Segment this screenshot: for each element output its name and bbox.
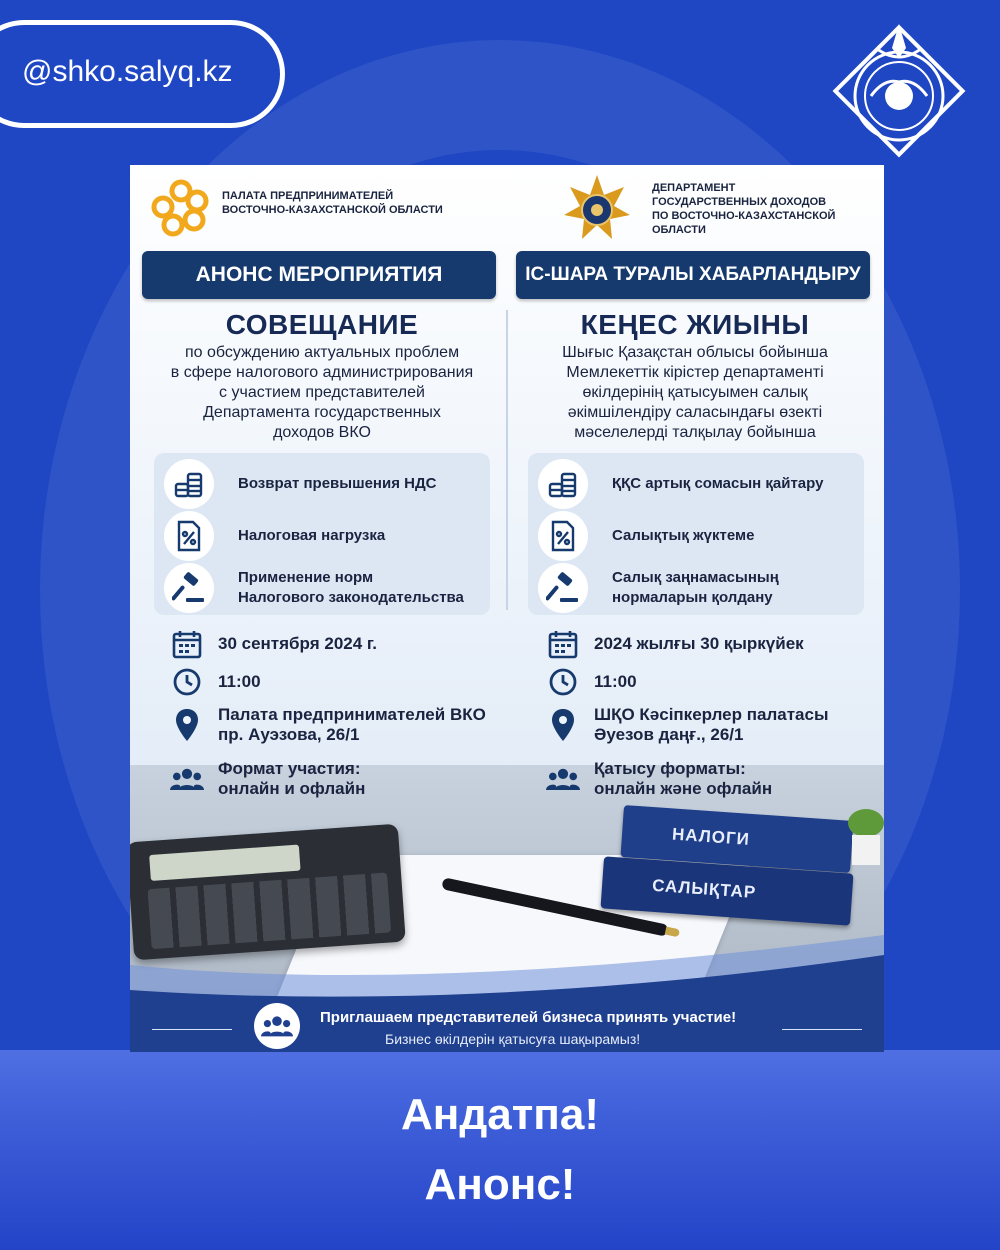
clock-icon xyxy=(546,665,580,699)
ru-topic-text: Налоговая нагрузка xyxy=(238,527,386,544)
kz-desc-line: Шығыс Қазақстан облысы бойынша xyxy=(562,344,828,361)
ru-announcement-banner: АНОНС МЕРОПРИЯТИЯ xyxy=(142,251,496,299)
ru-desc-line: с участием представителей xyxy=(219,384,425,401)
kz-topic-text-line2: нормаларын қолдану xyxy=(612,589,773,606)
state-revenue-committee-emblem xyxy=(826,18,972,164)
invite-left-line xyxy=(152,1029,232,1030)
ru-date-row xyxy=(170,627,377,661)
gavel-icon xyxy=(538,563,588,613)
kz-desc-line: Мемлекеттік кірістер департаменті xyxy=(566,364,824,381)
ru-event-description xyxy=(142,343,502,443)
percent-document-icon xyxy=(164,511,214,561)
kz-desc-line: өкілдерінің қатысуымен салық xyxy=(582,384,808,401)
calendar-icon xyxy=(170,627,204,661)
kz-topic-text-line1: Салық заңнамасының xyxy=(612,569,779,586)
book-salyqtar: САЛЫҚТАР xyxy=(600,856,853,925)
ru-place-row xyxy=(170,705,486,745)
kz-place-text xyxy=(594,705,828,745)
kz-desc-line: мәселелерді талқылау бойынша xyxy=(574,424,816,441)
ru-format-text xyxy=(218,759,365,799)
ru-topic-text-line2: Налогового законодательства xyxy=(238,589,464,606)
ru-desc-line: Департамента государственных xyxy=(203,404,441,421)
gavel-icon xyxy=(164,563,214,613)
people-icon xyxy=(546,762,580,796)
caption-band xyxy=(0,1050,1000,1250)
kz-topic-tax-burden xyxy=(538,511,754,561)
kz-format-row xyxy=(546,759,772,799)
kz-place-line1: ШҚО Кәсіпкерлер палатасы xyxy=(594,705,829,724)
event-poster xyxy=(130,165,884,1052)
ru-format-row xyxy=(170,759,365,799)
kz-place-row xyxy=(546,705,828,745)
right-org-line3: ПО ВОСТОЧНО-КАЗАХСТАНСКОЙ ОБЛАСТИ xyxy=(652,210,836,236)
invite-right-line xyxy=(782,1029,862,1030)
kz-event-title: КЕҢЕС ЖИЫНЫ xyxy=(580,309,810,340)
calendar-icon xyxy=(546,627,580,661)
kz-place-line2: Әуезов даңғ., 26/1 xyxy=(594,725,744,744)
kz-event-description xyxy=(515,343,875,443)
invite-text-kz: Бизнес өкілдерін қатысуға шақырамыз! xyxy=(385,1031,641,1047)
left-organization-name xyxy=(222,189,472,217)
kz-topic-tax-law xyxy=(538,563,779,613)
ru-place-text xyxy=(218,705,486,745)
ru-topic-vat-refund xyxy=(164,459,437,509)
ru-place-line1: Палата предпринимателей ВКО xyxy=(218,705,486,724)
kz-announcement-banner: ІС-ШАРА ТУРАЛЫ ХАБАРЛАНДЫРУ xyxy=(516,251,870,299)
ru-desc-line: по обсуждению актуальных проблем xyxy=(184,344,460,361)
kz-topic-text xyxy=(612,568,779,608)
kz-date-row xyxy=(546,627,804,661)
kz-format-line2: онлайн және офлайн xyxy=(594,779,773,798)
ru-topic-tax-burden xyxy=(164,511,385,561)
kz-desc-line: әкімшілендіру саласындағы өзекті xyxy=(567,404,823,421)
ru-time-row xyxy=(170,665,261,699)
percent-document-icon xyxy=(538,511,588,561)
ru-desc-line: в сфере налогового администрирования xyxy=(170,364,474,381)
invite-text-ru: Приглашаем представителей бизнеса принять участие! xyxy=(320,1009,737,1026)
location-pin-icon xyxy=(546,708,580,742)
ru-topic-text-line1: Применение норм xyxy=(238,569,374,586)
caption-ru: Анонс! xyxy=(424,1160,576,1209)
ru-place-line2: пр. Ауэзова, 26/1 xyxy=(218,725,360,744)
kz-topic-text: Салықтық жүктеме xyxy=(612,527,755,544)
kz-topics-box xyxy=(528,453,864,615)
clock-icon xyxy=(170,665,204,699)
kz-column xyxy=(515,305,875,443)
people-icon xyxy=(170,762,204,796)
left-org-line2: ВОСТОЧНО-КАЗАХСТАНСКОЙ ОБЛАСТИ xyxy=(222,204,443,216)
calculator-screen xyxy=(149,845,300,881)
people-icon xyxy=(254,1003,300,1049)
left-org-line1: ПАЛАТА ПРЕДПРИНИМАТЕЛЕЙ xyxy=(222,190,394,202)
kz-format-text xyxy=(594,759,772,799)
ru-topic-text: Возврат превышения НДС xyxy=(238,475,437,492)
ru-topic-text xyxy=(238,568,464,608)
kz-topic-text: ҚҚС артық сомасын қайтару xyxy=(612,475,824,492)
ru-format-line1: Формат участия: xyxy=(218,759,361,778)
location-pin-icon xyxy=(170,708,204,742)
account-handle[interactable]: @shko.salyq.kz xyxy=(22,55,233,88)
kz-time-row xyxy=(546,665,637,699)
coins-icon xyxy=(164,459,214,509)
column-divider xyxy=(506,310,508,610)
right-org-line1: ДЕПАРТАМЕНТ xyxy=(652,182,736,194)
ru-column xyxy=(142,305,502,443)
caption-kz: Андатпа! xyxy=(401,1090,599,1139)
plant-photo xyxy=(846,805,884,865)
book-nalogi: НАЛОГИ xyxy=(620,805,853,873)
ru-time-text: 11:00 xyxy=(218,672,261,691)
kz-topic-vat-refund xyxy=(538,459,823,509)
chamber-of-entrepreneurs-logo xyxy=(150,177,212,239)
ru-topic-tax-law xyxy=(164,563,464,613)
kz-date-text: 2024 жылғы 30 қыркүйек xyxy=(594,634,804,653)
coins-icon xyxy=(538,459,588,509)
ru-date-text: 30 сентября 2024 г. xyxy=(218,634,378,653)
right-org-line2: ГОСУДАРСТВЕННЫХ ДОХОДОВ xyxy=(652,196,827,208)
ru-event-title: СОВЕЩАНИЕ xyxy=(225,309,419,340)
ru-desc-line: доходов ВКО xyxy=(273,424,371,441)
kz-format-line1: Қатысу форматы: xyxy=(594,759,746,778)
state-revenue-department-logo xyxy=(562,173,632,243)
ru-topics-box xyxy=(154,453,490,615)
right-organization-name xyxy=(652,181,882,237)
ru-format-line2: онлайн и офлайн xyxy=(218,779,366,798)
kz-time-text: 11:00 xyxy=(594,672,637,691)
